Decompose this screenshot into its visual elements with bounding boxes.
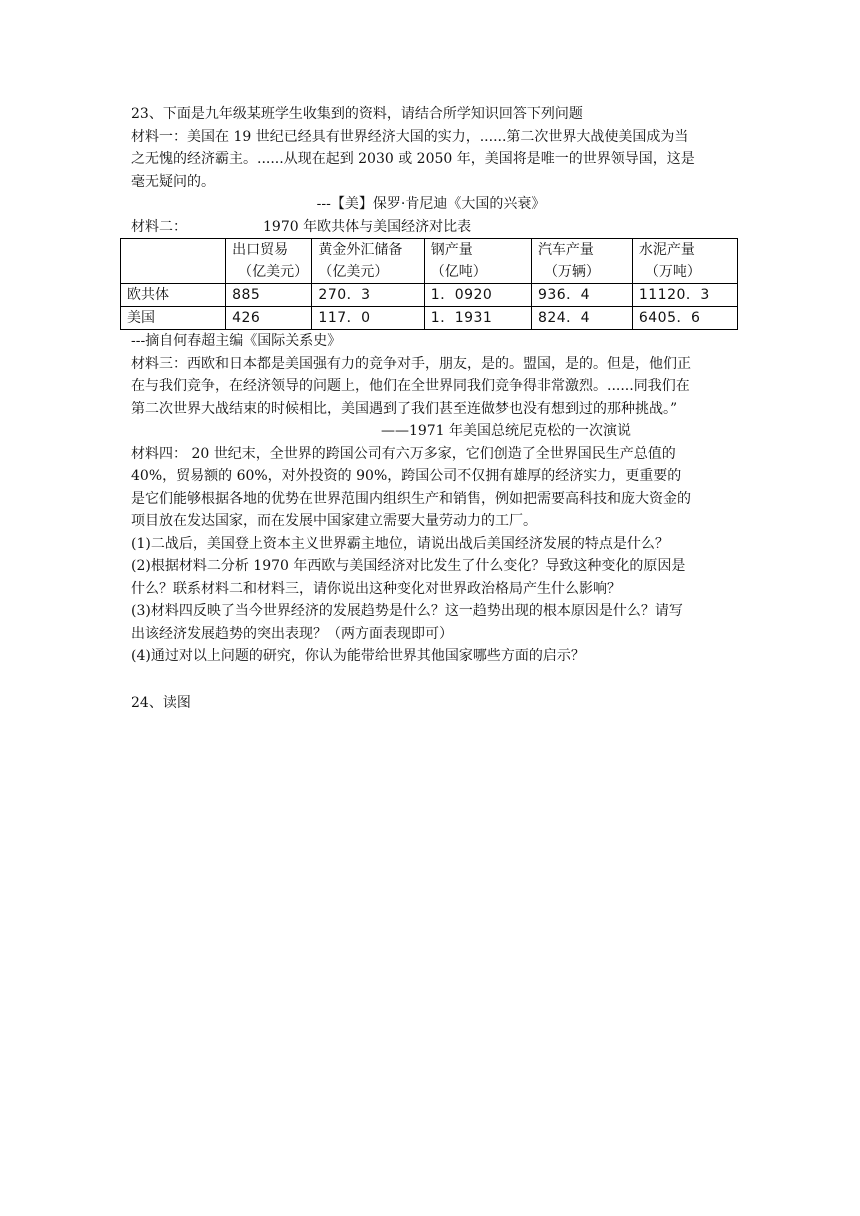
q23-intro: 23、下面是九年级某班学生收集到的资料，请结合所学知识回答下列问题 [131, 106, 583, 122]
header-name: 水泥产量 [638, 242, 695, 258]
header-name: 钢产量 [430, 242, 473, 258]
table-header-cell [312, 239, 424, 284]
table-header-row [121, 239, 738, 284]
material-1-line: 之无愧的经济霸主。......从现在起到 2030 或 2050 年，美国将是唯一的世界领导国，这是 [131, 151, 695, 167]
table-title: 1970 年欧共体与美国经济对比表 [263, 218, 472, 235]
table-cell: 6405．6 [632, 307, 737, 330]
table-cell: 426 [226, 307, 312, 330]
material-4-line: 40%，贸易额的 60%，对外投资的 90%，跨国公司不仅拥有雄厚的经济实力，更重要的 [131, 468, 682, 484]
table-header-cell [632, 239, 737, 284]
question-line: 什么？联系材料二和材料三，请你说出这种变化对世界政治格局产生什么影响？ [131, 580, 621, 597]
header-unit: （亿美元） [318, 264, 389, 280]
material-2-label: 材料二： [131, 218, 187, 235]
table-cell: 936．4 [531, 284, 632, 307]
table-row [121, 307, 738, 330]
material-4-line: 材料四： 20 世纪末，全世界的跨国公司有六万多家，它们创造了全世界国民生产总值的 [131, 445, 676, 462]
material-2-header [131, 216, 731, 239]
table-cell: 欧共体 [121, 284, 226, 307]
table-cell: 1．1931 [424, 307, 531, 330]
header-unit: （亿吨） [430, 264, 487, 280]
material-3-source: ——1971 年美国总统尼克松的一次演说 [380, 423, 632, 439]
question-line: (1)二战后，美国登上资本主义世界霸主地位，请说出战后美国经济发展的特点是什么？ [131, 535, 669, 552]
document-content [127, 103, 731, 714]
table-cell: 11120．3 [632, 284, 737, 307]
question-line: (3)材料四反映了当今世界经济的发展趋势是什么？这一趋势出现的根本原因是什么？请写 [131, 603, 683, 619]
material-3-line: 第二次世界大战结束的时候相比，美国遇到了我们甚至连做梦也没有想到过的那种挑战。” [131, 400, 678, 417]
header-name: 出口贸易 [232, 242, 289, 258]
q24-title: 24、读图 [131, 694, 191, 711]
material-3-line: 在与我们竞争，在经济领导的问题上，他们在全世界同我们竞争得非常激烈。......同我们在 [131, 378, 690, 394]
table-header-cell [424, 239, 531, 284]
question-line: (2)根据材料二分析 1970 年西欧与美国经济对比发生了什么变化？导致这种变化的原因是 [131, 558, 686, 574]
material-1-source: ---【美】保罗·肯尼迪《大国的兴衰》 [316, 196, 546, 212]
header-unit: （万辆） [543, 264, 600, 280]
material-4-line: 是它们能够根据各地的优势在世界范围内组织生产和销售，例如把需要高科技和庞大资金的 [131, 490, 691, 507]
table-cell: 270．3 [312, 284, 424, 307]
table-header-cell [531, 239, 632, 284]
header-name: 汽车产量 [537, 242, 594, 258]
table-cell: 美国 [121, 307, 226, 330]
material-3-line: 材料三：西欧和日本都是美国强有力的竞争对手，朋友，是的。盟国，是的。但是，他们正 [131, 355, 691, 372]
economy-comparison-table [120, 238, 738, 330]
table-header-cell [121, 239, 226, 284]
material-1-line: 毫无疑问的。 [131, 173, 215, 190]
table-cell: 1．0920 [424, 284, 531, 307]
table-cell: 117．0 [312, 307, 424, 330]
material-4-line: 项目放在发达国家，而在发展中国家建立需要大量劳动力的工厂。 [131, 513, 537, 529]
header-unit: （万吨） [644, 264, 701, 280]
table-row [121, 284, 738, 307]
table-cell: 824．4 [531, 307, 632, 330]
header-unit: （亿美元） [238, 264, 309, 280]
question-line: 出该经济发展趋势的突出表现？（两方面表现即可） [131, 625, 453, 642]
header-name: 黄金外汇储备 [318, 242, 403, 258]
table-cell: 885 [226, 284, 312, 307]
material-1-line: 材料一：美国在 19 世纪已经具有世界经济大国的实力，......第二次世界大战使美国成为当 [131, 128, 689, 145]
material-2-source: ---摘自何春超主编《国际关系史》 [131, 333, 342, 349]
question-line: (4)通过对以上问题的研究，你认为能带给世界其他国家哪些方面的启示？ [131, 648, 585, 664]
table-header-cell [226, 239, 312, 284]
